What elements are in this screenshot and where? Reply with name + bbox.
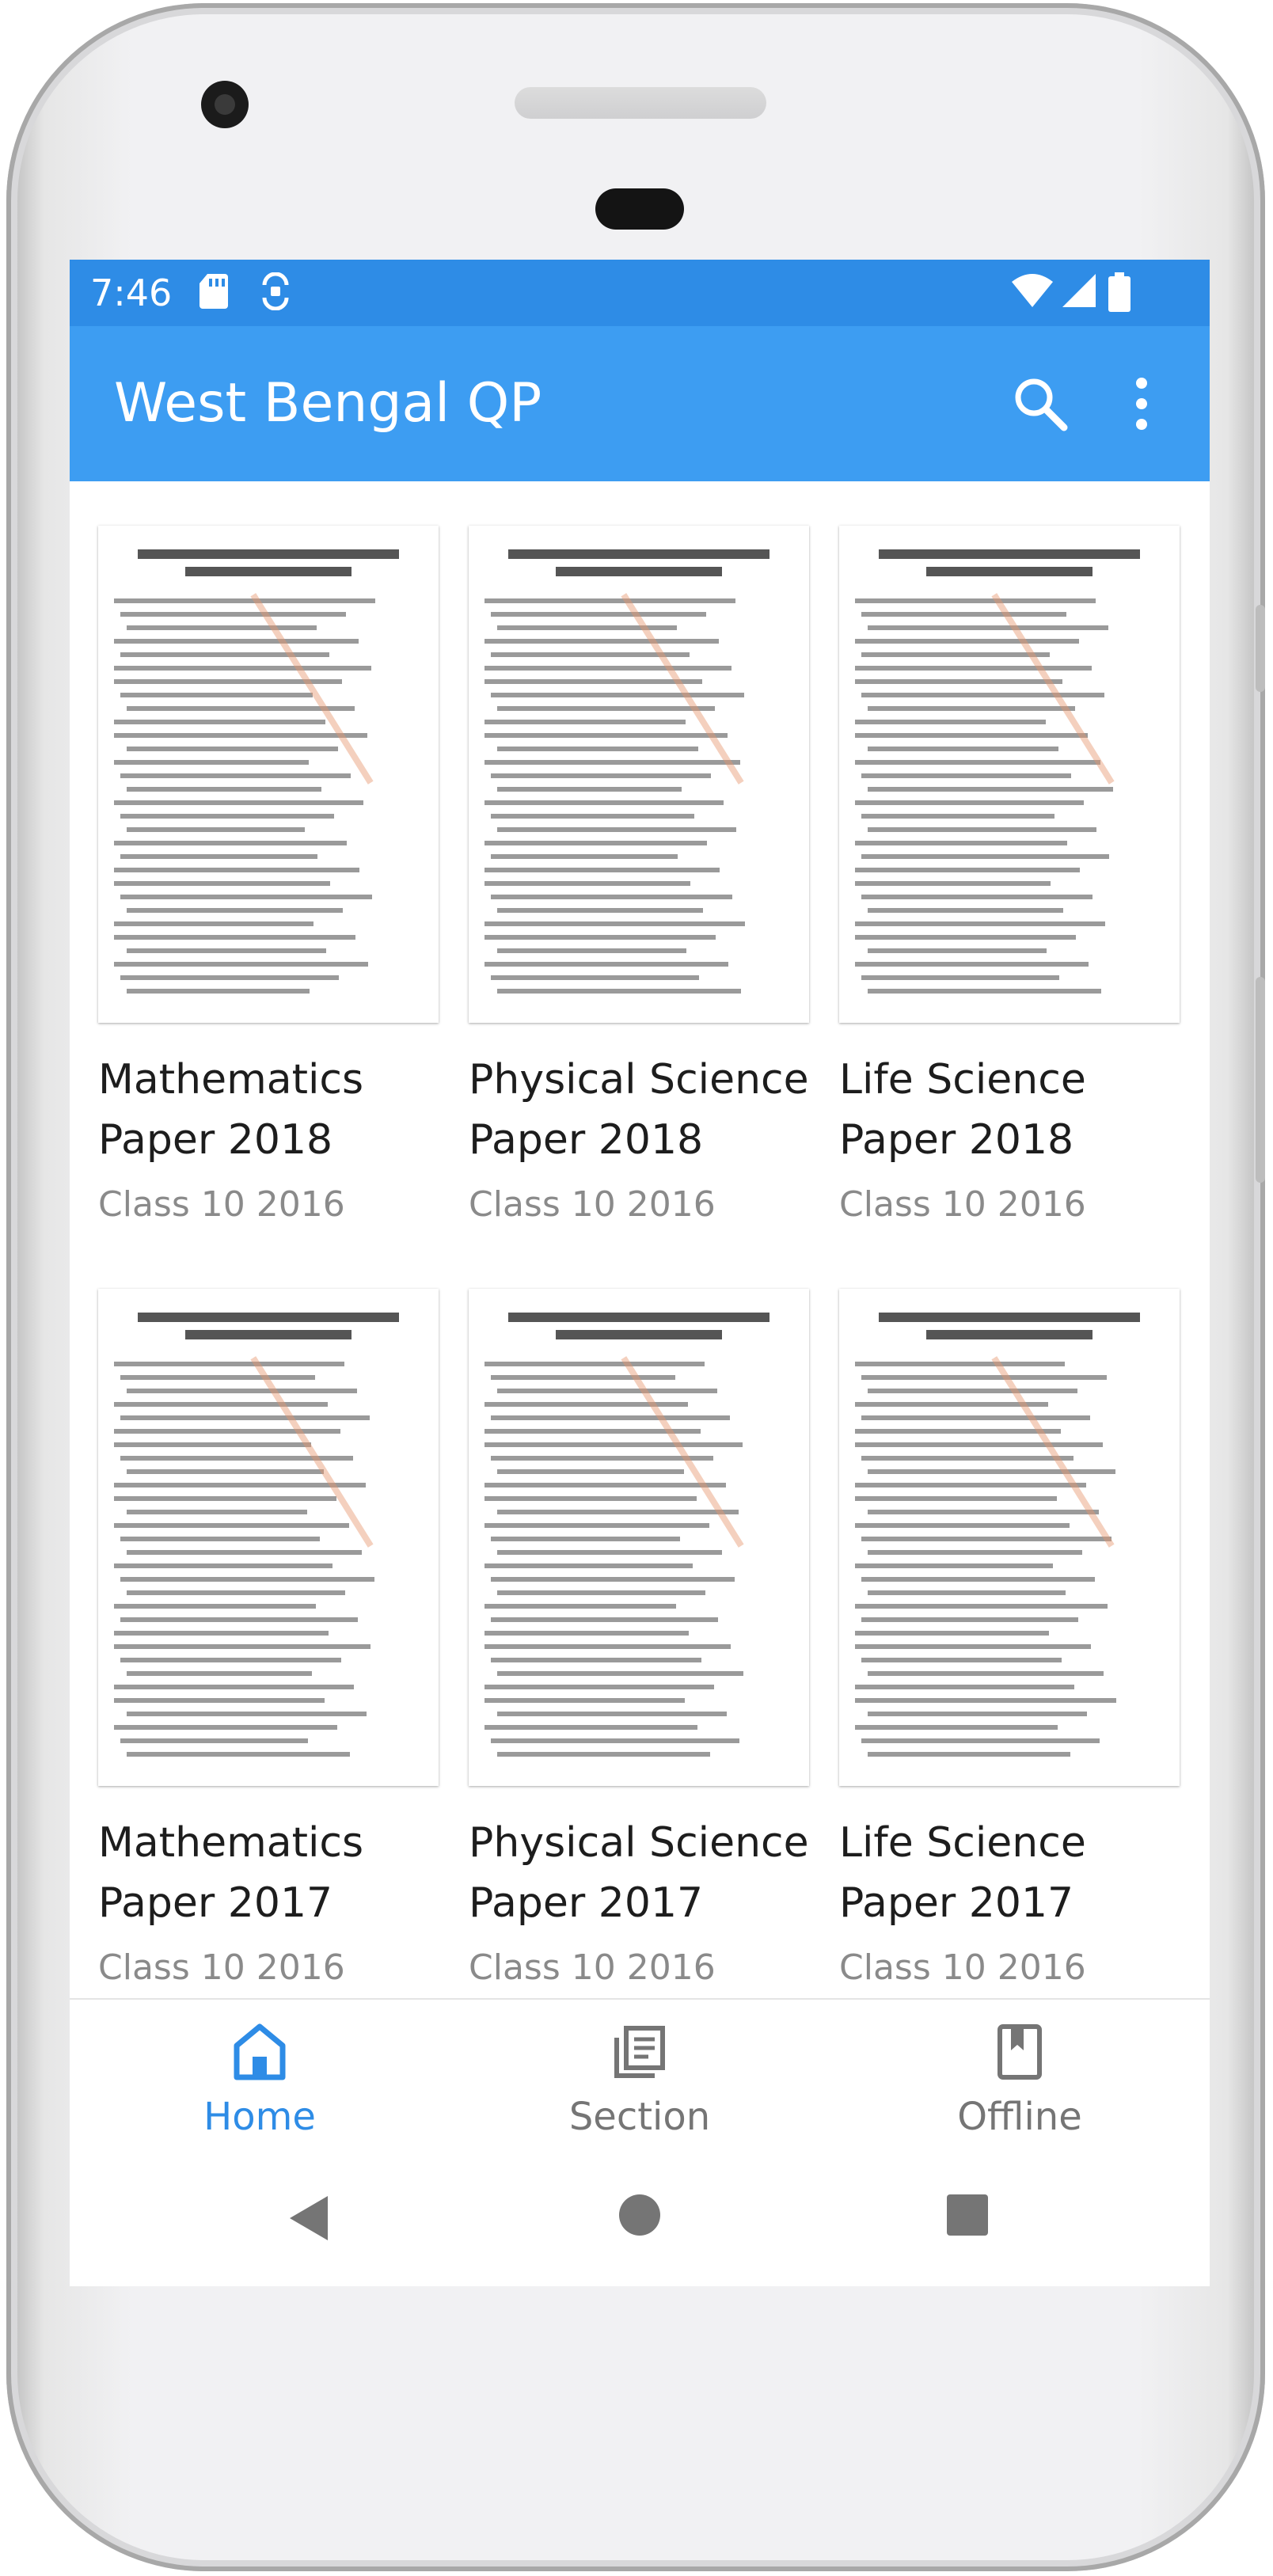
thumbnail-text-line (855, 841, 1067, 845)
thumbnail-text-line (120, 1415, 370, 1420)
thumbnail-text-line (484, 679, 702, 684)
thumbnail-text-line (868, 908, 1063, 913)
bookmark-icon (994, 2023, 1046, 2080)
thumbnail-text-line (497, 1550, 722, 1555)
thumbnail-text-line (120, 814, 334, 819)
thumbnail-text-line (497, 1590, 705, 1595)
thumbnail-text-line (114, 1685, 354, 1689)
thumbnail-heading (185, 567, 352, 576)
paper-subtitle: Class 10 2016 (469, 1947, 716, 1988)
thumbnail-text-line (484, 1644, 731, 1649)
more-options-icon[interactable] (1108, 370, 1175, 437)
thumbnail-text-line (861, 652, 1050, 657)
paper-title: Physical Science Paper 2018 (469, 1056, 809, 1164)
search-icon[interactable] (1007, 370, 1074, 437)
thumbnail-text-line (855, 1685, 1074, 1689)
paper-thumbnail (839, 526, 1180, 1023)
thumbnail-text-line (855, 679, 1062, 684)
screen (70, 260, 1210, 2286)
thumbnail-text-line (484, 1685, 714, 1689)
thumbnail-text-line (484, 720, 686, 724)
thumbnail-text-line (868, 787, 1113, 792)
thumbnail-text-line (497, 787, 682, 792)
thumbnail-text-line (491, 773, 711, 778)
thumbnail-text-line (491, 1537, 680, 1541)
thumbnail-text-line (491, 612, 706, 617)
thumbnail-text-line (855, 1442, 1103, 1447)
thumbnail-text-line (868, 1712, 1087, 1716)
recents-icon[interactable] (945, 2193, 990, 2237)
battery-icon (1108, 272, 1130, 312)
signal-icon (1061, 272, 1097, 309)
thumbnail-text-line (127, 908, 343, 913)
thumbnail-text-line (114, 720, 325, 724)
thumbnail-text-line (114, 760, 309, 765)
thumbnail-text-line (497, 948, 686, 953)
thumbnail-text-line (868, 706, 1075, 711)
nav-item-offline[interactable] (830, 2000, 1210, 2158)
thumbnail-heading (879, 1313, 1140, 1322)
thumbnail-text-line (861, 854, 1109, 859)
thumbnail-heading (138, 1313, 399, 1322)
paper-thumbnail (98, 1289, 439, 1786)
thumbnail-text-line (484, 1698, 685, 1703)
thumbnail-text-line (120, 1658, 341, 1662)
thumbnail-text-line (497, 1712, 727, 1716)
thumbnail-text-line (855, 1644, 1091, 1649)
thumbnail-text-line (855, 1362, 1065, 1366)
thumbnail-text-line (868, 1469, 1115, 1474)
thumbnail-text-line (127, 827, 305, 832)
thumbnail-text-line (484, 962, 728, 967)
thumbnail-text-line (491, 854, 678, 859)
paper-subtitle: Class 10 2016 (98, 1947, 345, 1988)
thumbnail-text-line (114, 868, 359, 872)
thumbnail-text-line (127, 989, 310, 994)
thumbnail-text-line (497, 1671, 743, 1676)
thumbnail-text-line (120, 1375, 315, 1380)
thumbnail-text-line (855, 639, 1079, 644)
thumbnail-text-line (114, 639, 359, 644)
thumbnail-heading (879, 549, 1140, 559)
back-icon[interactable] (287, 2193, 331, 2244)
thumbnail-text-line (114, 1429, 340, 1434)
thumbnail-text-line (120, 652, 329, 657)
thumbnail-text-line (127, 787, 321, 792)
thumbnail-watermark (621, 1356, 743, 1548)
thumbnail-text-line (497, 747, 698, 751)
thumbnail-text-line (855, 760, 1100, 765)
thumbnail-text-line (868, 747, 1058, 751)
thumbnail-text-line (120, 773, 351, 778)
thumbnail-text-line (114, 1698, 325, 1703)
thumbnail-text-line (127, 1712, 367, 1716)
app-bar (70, 326, 1210, 481)
paper-subtitle: Class 10 2016 (839, 1947, 1086, 1988)
thumbnail-text-line (120, 1537, 320, 1541)
thumbnail-text-line (491, 1577, 735, 1582)
thumbnail-heading (926, 1330, 1092, 1339)
thumbnail-text-line (855, 1631, 1049, 1636)
thumbnail-text-line (497, 1510, 739, 1514)
thumbnail-text-line (114, 666, 371, 671)
power-button (1256, 605, 1265, 692)
thumbnail-text-line (868, 827, 1096, 832)
thumbnail-text-line (491, 1738, 739, 1743)
thumbnail-text-line (497, 1469, 684, 1474)
thumbnail-text-line (855, 1523, 1070, 1528)
thumbnail-text-line (127, 1752, 350, 1757)
paper-thumbnail (469, 1289, 809, 1786)
thumbnail-text-line (861, 1738, 1100, 1743)
thumbnail-text-line (114, 1362, 344, 1366)
nav-label-offline: Offline (957, 2095, 1082, 2139)
thumbnail-text-line (861, 1577, 1095, 1582)
thumbnail-text-line (484, 841, 707, 845)
system-navigation-bar (70, 2156, 1210, 2286)
thumbnail-text-line (868, 1389, 1077, 1393)
thumbnail-text-line (127, 1389, 357, 1393)
thumbnail-text-line (861, 612, 1066, 617)
thumbnail-text-line (855, 1483, 1086, 1487)
thumbnail-watermark (991, 1356, 1114, 1548)
paper-thumbnail (469, 526, 809, 1023)
thumbnail-text-line (491, 895, 732, 899)
bottom-navigation (70, 1998, 1210, 2158)
thumbnail-text-line (868, 1671, 1104, 1676)
thumbnail-text-line (484, 1483, 726, 1487)
paper-subtitle: Class 10 2016 (839, 1184, 1086, 1225)
nav-label-section: Section (568, 2095, 711, 2139)
thumbnail-text-line (855, 800, 1084, 805)
thumbnail-text-line (491, 693, 744, 697)
thumbnail-text-line (114, 881, 330, 886)
thumbnail-text-line (861, 1537, 1112, 1541)
paper-title: Mathematics Paper 2018 (98, 1056, 364, 1164)
thumbnail-text-line (484, 1442, 743, 1447)
thumbnail-text-line (120, 1738, 308, 1743)
thumbnail-text-line (114, 800, 363, 805)
thumbnail-heading (556, 1330, 722, 1339)
thumbnail-text-line (868, 1752, 1070, 1757)
thumbnail-text-line (114, 1563, 332, 1568)
thumbnail-text-line (484, 1496, 697, 1501)
paper-subtitle: Class 10 2016 (469, 1184, 716, 1225)
thumbnail-text-line (491, 975, 699, 980)
front-camera (201, 81, 249, 128)
papers-grid (70, 481, 1210, 2001)
thumbnail-text-line (497, 1752, 710, 1757)
paper-title: Life Science Paper 2018 (839, 1056, 1086, 1164)
thumbnail-text-line (120, 975, 339, 980)
nav-label-home: Home (203, 2095, 316, 2139)
home-button-icon[interactable] (618, 2193, 662, 2237)
nav-item-home[interactable] (70, 2000, 450, 2158)
thumbnail-text-line (484, 868, 720, 872)
thumbnail-text-line (497, 1389, 717, 1393)
thumbnail-heading (926, 567, 1092, 576)
thumbnail-text-line (868, 1550, 1082, 1555)
thumbnail-text-line (120, 895, 372, 899)
thumbnail-text-line (484, 1523, 709, 1528)
thumbnail-text-line (855, 1496, 1057, 1501)
status-bar (70, 260, 1210, 326)
thumbnail-text-line (127, 948, 326, 953)
thumbnail-text-line (114, 1604, 316, 1609)
thumbnail-text-line (861, 1617, 1078, 1622)
thumbnail-text-line (497, 706, 715, 711)
thumbnail-text-line (114, 935, 355, 940)
thumbnail-text-line (484, 800, 724, 805)
earpiece-speaker (515, 87, 766, 119)
section-icon (614, 2023, 666, 2080)
thumbnail-text-line (114, 1631, 329, 1636)
thumbnail-text-line (861, 895, 1092, 899)
thumbnail-text-line (491, 1617, 718, 1622)
thumbnail-text-line (497, 625, 677, 630)
thumbnail-text-line (114, 1402, 328, 1407)
thumbnail-text-line (114, 841, 347, 845)
thumbnail-heading (185, 1330, 352, 1339)
thumbnail-watermark (621, 593, 743, 785)
paper-subtitle: Class 10 2016 (98, 1184, 345, 1225)
thumbnail-text-line (861, 975, 1059, 980)
thumbnail-text-line (484, 598, 735, 603)
thumbnail-text-line (855, 720, 1046, 724)
nav-item-section[interactable] (450, 2000, 830, 2158)
thumbnail-text-line (491, 814, 694, 819)
status-time: 7:46 (90, 272, 173, 314)
thumbnail-text-line (861, 773, 1071, 778)
thumbnail-text-line (114, 1523, 349, 1528)
thumbnail-text-line (855, 598, 1096, 603)
thumbnail-text-line (855, 733, 1088, 738)
thumbnail-text-line (868, 1590, 1066, 1595)
thumbnail-text-line (855, 1725, 1058, 1730)
thumbnail-text-line (855, 1563, 1053, 1568)
thumbnail-text-line (484, 666, 732, 671)
thumbnail-text-line (484, 1362, 705, 1366)
wifi-icon (1010, 272, 1054, 309)
thumbnail-text-line (484, 921, 745, 926)
thumbnail-text-line (120, 854, 317, 859)
thumbnail-text-line (484, 1631, 689, 1636)
thumbnail-text-line (868, 625, 1108, 630)
thumbnail-text-line (114, 1644, 370, 1649)
paper-thumbnail (98, 526, 439, 1023)
proximity-sensor (595, 188, 684, 230)
thumbnail-text-line (855, 1698, 1116, 1703)
thumbnail-text-line (491, 1415, 730, 1420)
phone-frame (6, 3, 1265, 2571)
thumbnail-text-line (127, 1590, 345, 1595)
thumbnail-text-line (484, 760, 740, 765)
thumbnail-text-line (861, 1456, 1074, 1461)
thumbnail-text-line (861, 1375, 1107, 1380)
thumbnail-text-line (868, 948, 1047, 953)
paper-title: Mathematics Paper 2017 (98, 1819, 364, 1927)
thumbnail-text-line (484, 1604, 676, 1609)
thumbnail-text-line (120, 1577, 374, 1582)
thumbnail-text-line (114, 921, 314, 926)
thumbnail-text-line (497, 989, 741, 994)
thumbnail-text-line (855, 921, 1105, 926)
thumbnail-text-line (861, 1415, 1090, 1420)
thumbnail-text-line (120, 1617, 358, 1622)
thumbnail-text-line (484, 935, 716, 940)
thumbnail-text-line (491, 1658, 701, 1662)
thumbnail-heading (138, 549, 399, 559)
thumbnail-text-line (868, 989, 1101, 994)
thumbnail-text-line (855, 666, 1092, 671)
paper-title: Physical Science Paper 2017 (469, 1819, 809, 1927)
app-title: West Bengal QP (114, 372, 542, 435)
sd-card-icon (198, 272, 230, 310)
thumbnail-text-line (484, 733, 728, 738)
thumbnail-text-line (861, 693, 1104, 697)
thumbnail-text-line (114, 1496, 336, 1501)
thumbnail-watermark (250, 593, 373, 785)
thumbnail-text-line (127, 1550, 362, 1555)
thumbnail-text-line (120, 693, 313, 697)
thumbnail-text-line (855, 1604, 1108, 1609)
paper-title: Life Science Paper 2017 (839, 1819, 1086, 1927)
thumbnail-heading (508, 1313, 770, 1322)
home-icon (234, 2023, 286, 2080)
thumbnail-text-line (127, 1469, 324, 1474)
thumbnail-text-line (868, 1510, 1099, 1514)
thumbnail-text-line (127, 1510, 307, 1514)
thumbnail-text-line (484, 639, 719, 644)
thumbnail-text-line (855, 935, 1076, 940)
thumbnail-text-line (861, 814, 1054, 819)
thumbnail-text-line (497, 908, 703, 913)
thumbnail-text-line (127, 625, 317, 630)
thumbnail-text-line (855, 881, 1051, 886)
thumbnail-text-line (120, 612, 346, 617)
thumbnail-text-line (114, 962, 368, 967)
thumbnail-text-line (855, 868, 1080, 872)
thumbnail-text-line (484, 881, 690, 886)
volume-button (1256, 977, 1265, 1183)
thumbnail-text-line (855, 1429, 1061, 1434)
thumbnail-text-line (861, 1658, 1062, 1662)
sync-icon (260, 272, 291, 310)
thumbnail-heading (556, 567, 722, 576)
thumbnail-text-line (491, 1375, 675, 1380)
thumbnail-text-line (114, 1442, 311, 1447)
paper-thumbnail (839, 1289, 1180, 1786)
thumbnail-text-line (127, 1671, 312, 1676)
thumbnail-text-line (497, 827, 736, 832)
thumbnail-text-line (127, 747, 338, 751)
thumbnail-watermark (250, 1356, 373, 1548)
thumbnail-text-line (484, 1563, 693, 1568)
thumbnail-heading (508, 549, 770, 559)
thumbnail-text-line (484, 1725, 697, 1730)
thumbnail-text-line (114, 733, 367, 738)
thumbnail-watermark (991, 593, 1114, 785)
thumbnail-text-line (114, 1725, 337, 1730)
thumbnail-text-line (855, 962, 1089, 967)
thumbnail-text-line (491, 1456, 713, 1461)
thumbnail-text-line (114, 598, 375, 603)
